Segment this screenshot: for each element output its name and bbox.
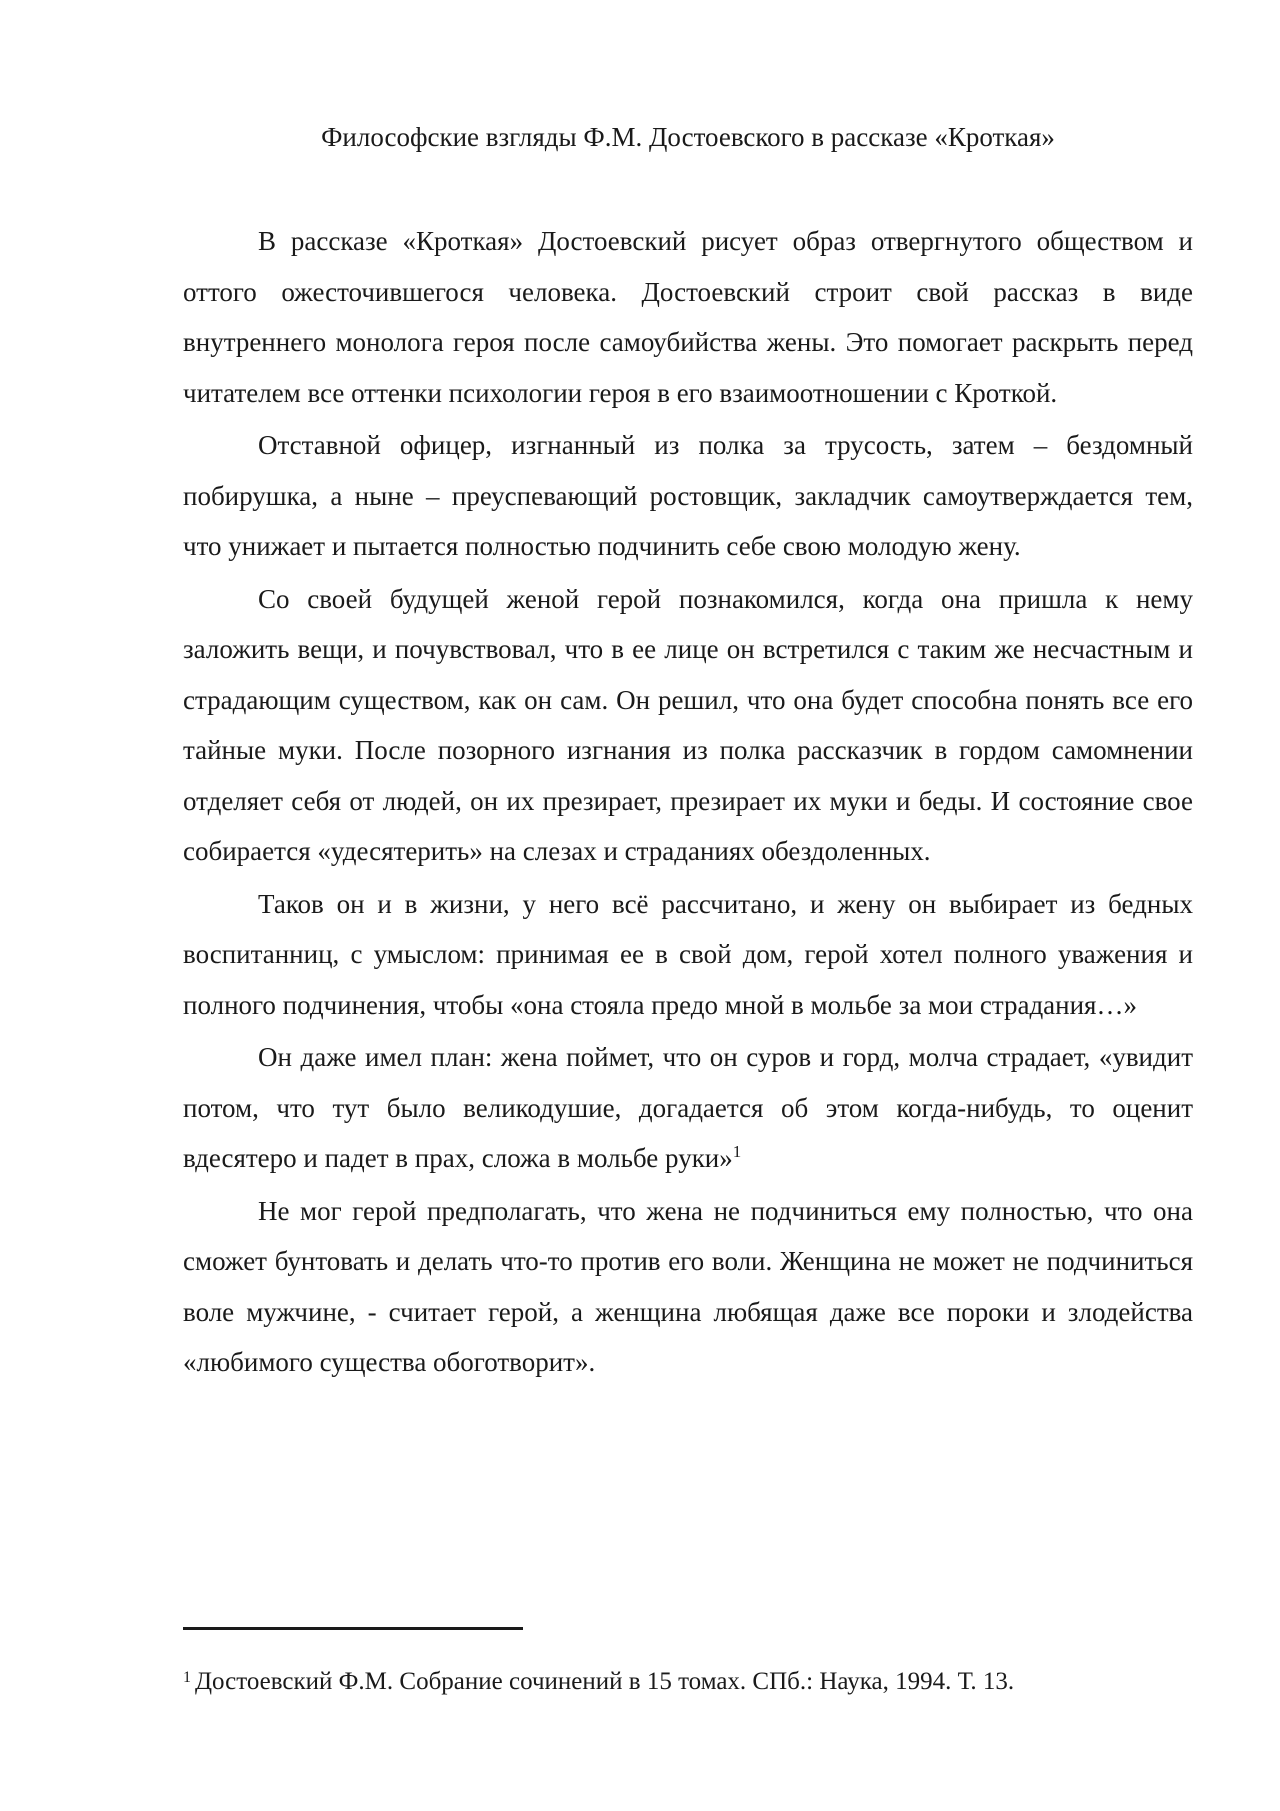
paragraph-5 [183, 1032, 1193, 1184]
paragraph-1: В рассказе «Кроткая» Достоевский рисует образ отвергнутого обществом и оттого ожесточившегося человека. Достоевский строит свой рассказ в виде внутреннего монолога героя после самоубийства жены. Это помогает раскрыть перед читателем все оттенки психологии героя в его взаимоотношении с Кроткой. [183, 226, 1193, 408]
document-title: Философские взгляды Ф.М. Достоевского в рассказе «Кроткая» [321, 122, 1055, 152]
document-body [183, 216, 1193, 1388]
paragraph-3: Со своей будущей женой герой познакомился, когда она пришла к нему заложить вещи, и почувствовал, что в ее лице он встретился с таким же несчастным и страдающим существом, как он сам. Он решил, что она будет способна понять все его тайные муки. После позорного изгнания из полка рассказчик в гордом самомнении отделяет себя от людей, он их презирает, презирает их муки и беды. И состояние свое собирается «удесятерить» на слезах и страданиях обездоленных. [183, 583, 1193, 866]
paragraph-2: Отставной офицер, изгнанный из полка за трусость, затем – бездомный побирушка, а ныне – преуспевающий ростовщик, закладчик самоутверждается тем, что унижает и пытается полностью подчинить себе свою молодую жену. [183, 430, 1193, 561]
footnote-reference[interactable]: 1 [732, 1142, 742, 1161]
paragraph-4: Таков он и в жизни, у него всё рассчитано, и жену он выбирает из бедных воспитанниц, с умыслом: принимая ее в свой дом, герой хотел полного уважения и полного подчинения, чтобы «она стояла предо мной в мольбе за мои страдания…» [183, 888, 1193, 1020]
paragraph-5-text: Он даже имел план: жена поймет, что он суров и горд, молча страдает, «увидит потом, что тут было великодушие, догадается об этом когда-нибудь, то оценит вдесятеро и падет в прах, сложа в мольбе руки» [183, 1042, 1193, 1173]
footnote-text: Достоевский Ф.М. Собрание сочинений в 15 томах. СПб.: Наука, 1994. Т. 13. [195, 1668, 1015, 1695]
footnote [183, 1666, 1243, 1698]
footnote-mark: 1 [183, 1669, 191, 1686]
paragraph-6: Не мог герой предполагать, что жена не подчиниться ему полностью, что она сможет бунтовать и делать что-то против его воли. Женщина не может не подчиниться воле мужчине, - считает герой, а женщина любящая даже все пороки и злодейства «любимого существа обоготворит». [183, 1195, 1193, 1377]
footnote-separator [183, 1627, 523, 1630]
